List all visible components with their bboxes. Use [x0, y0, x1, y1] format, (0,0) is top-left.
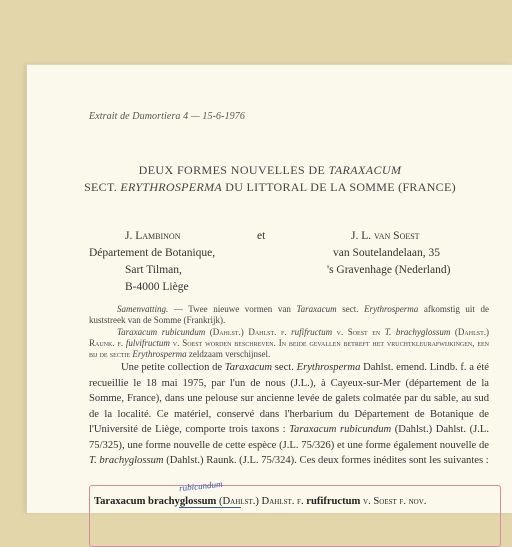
author-right-address: 's Gravenhage (Nederland) — [327, 264, 451, 276]
title-line-1: DEUX FORMES NOUVELLES DE TARAXACUM — [138, 163, 402, 177]
author-conjunction: et — [257, 230, 266, 242]
author-left-address: Département de Botanique, — [89, 247, 216, 259]
handwritten-strikethrough — [179, 507, 241, 508]
author-right-address: van Soutelandelaan, 35 — [333, 247, 440, 259]
highlight-box — [89, 485, 501, 547]
author-left-name: J. Lambinon — [125, 230, 181, 242]
author-left-address: B-4000 Liège — [125, 281, 189, 293]
title-line-2: SECT. ERYTHROSPERMA DU LITTORAL DE LA SOMME (FRANCE) — [84, 180, 456, 194]
author-left-address: Sart Tilman, — [125, 264, 182, 276]
body-paragraph: Une petite collection de Taraxacum sect. Erythrosperma Dahlst. emend. Lindb. f. a été recueillie le 18 mai 1975, par l'un de nous (J.L.), à Cayeux-sur-Mer (département de la Somme, France), dans une pelouse sur ancienne levée de galets colmatée par du sable, au sud de la localité. Ce matériel, conservé dans l'herbarium du Département de Botanique de l'Université de Liège, comporte trois taxons : Taraxacum rubicundum (Dahlst.) Dahlst. (J.L. 75/325), une forme nouvelle de cette espèce (J.L. 75/326) et une forme également nouvelle de T. brachyglossum (Dahlst.) Raunk. (J.L. 75/324). Ces deux formes inédites sont les suivantes : — [89, 362, 490, 466]
abstract: Samenvatting. — Twee nieuwe vormen van Taraxacum sect. Erythrosperma afkomstig uit de kuststreek van de Somme (Frankrijk). Taraxacum rubicundum (Dahlst.) Dahlst. f. rufifructum v. Soest en T. brachyglossum (Dahlst.) Raunk. f. fulvifructum v. Soest worden beschreven. In beide gevallen betreft het vruchtkleurafwijkingen, een bij de sectie Erythrosperma zeldzaam verschijnsel. — [89, 304, 490, 360]
species-line: Taraxacum brachyglossum (Dahlst.) Dahlst. f. rufifructum v. Soest f. nov. — [94, 496, 427, 507]
document-page — [26, 64, 512, 513]
author-right-name: J. L. van Soest — [351, 230, 420, 242]
publication-header: Extrait de Dumortiera 4 — 15-6-1976 — [89, 111, 245, 122]
handwritten-annotation: rubicundum — [178, 478, 223, 494]
